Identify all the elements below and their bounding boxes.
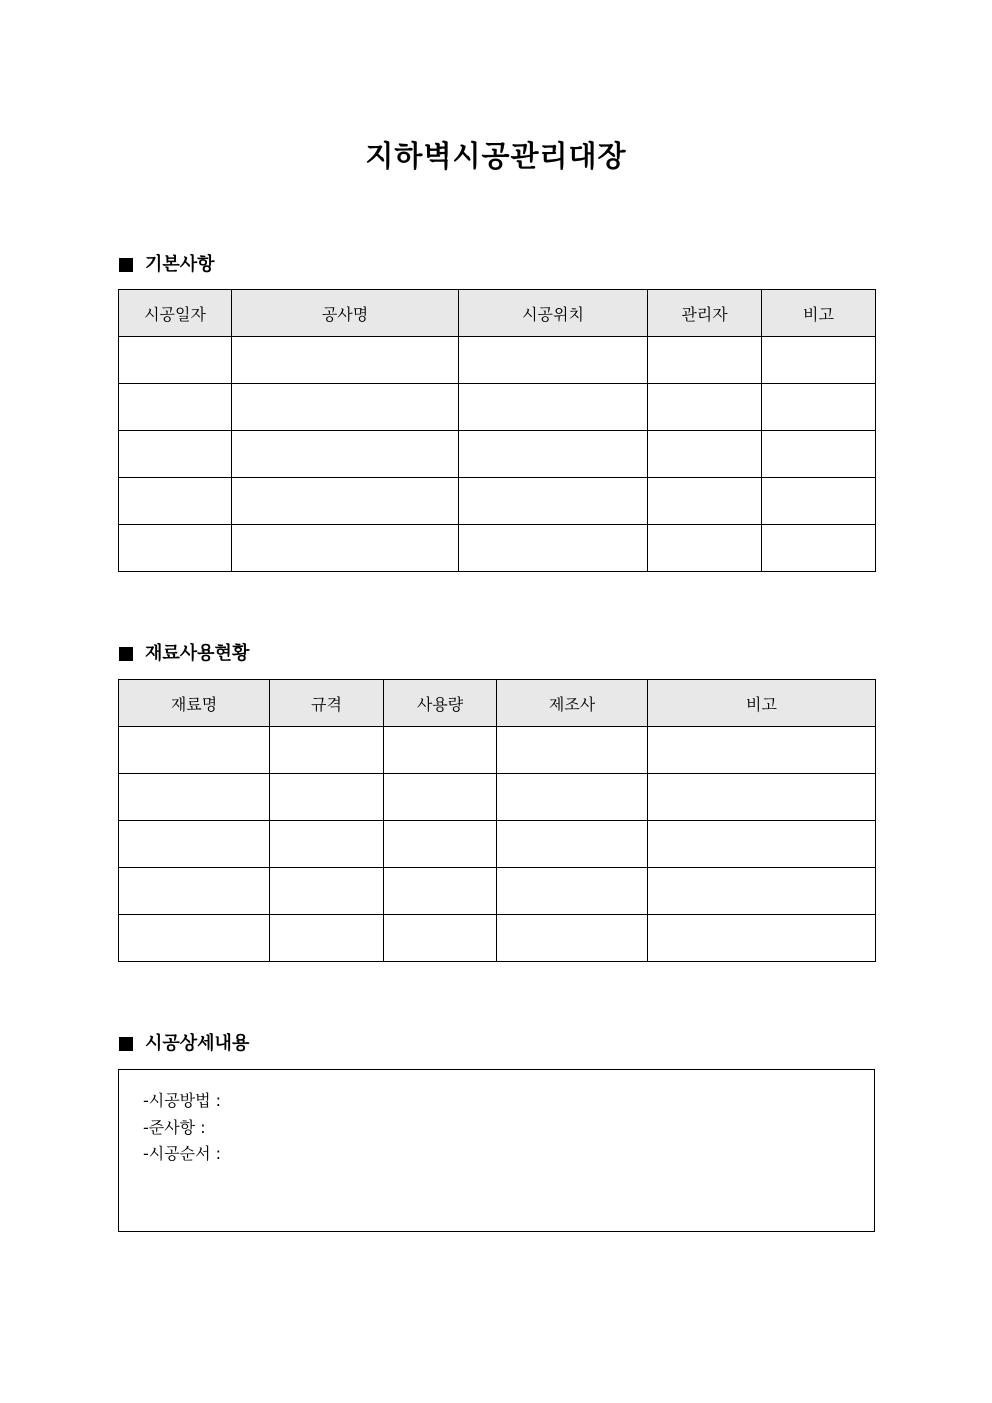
- table-cell[interactable]: [648, 431, 762, 478]
- table-cell[interactable]: [119, 337, 232, 384]
- table-cell[interactable]: [119, 727, 270, 774]
- table-cell[interactable]: [232, 478, 459, 525]
- table-cell[interactable]: [648, 821, 876, 868]
- section-heading-label: 기본사항: [145, 254, 215, 275]
- square-bullet-icon: [119, 1037, 133, 1051]
- table-cell[interactable]: [119, 868, 270, 915]
- table-cell[interactable]: [119, 821, 270, 868]
- column-header-location: 시공위치: [459, 290, 648, 337]
- square-bullet-icon: [119, 258, 133, 272]
- table-row: [119, 525, 876, 572]
- column-header-remarks: 비고: [648, 680, 876, 727]
- table-cell[interactable]: [648, 384, 762, 431]
- table-cell[interactable]: [119, 384, 232, 431]
- table-cell[interactable]: [497, 915, 648, 962]
- table-cell[interactable]: [270, 868, 384, 915]
- table-cell[interactable]: [648, 525, 762, 572]
- table-row: [119, 774, 876, 821]
- table-cell[interactable]: [119, 525, 232, 572]
- table-cell[interactable]: [270, 727, 384, 774]
- column-header-remarks: 비고: [762, 290, 876, 337]
- table-cell[interactable]: [762, 384, 876, 431]
- section-heading-label: 재료사용현황: [145, 643, 250, 664]
- table-cell[interactable]: [762, 431, 876, 478]
- column-header-spec: 규격: [270, 680, 384, 727]
- section-heading-detail: [119, 1032, 249, 1056]
- table-cell[interactable]: [384, 727, 497, 774]
- detail-line-precautions: -준사항 :: [143, 1117, 206, 1137]
- table-row: [119, 821, 876, 868]
- table-cell[interactable]: [762, 337, 876, 384]
- table-cell[interactable]: [497, 727, 648, 774]
- section-heading-basic: [119, 253, 215, 277]
- table-cell[interactable]: [232, 337, 459, 384]
- table-cell[interactable]: [119, 478, 232, 525]
- table-cell[interactable]: [459, 337, 648, 384]
- column-header-manager: 관리자: [648, 290, 762, 337]
- table-cell[interactable]: [270, 821, 384, 868]
- basic-info-table: [118, 289, 876, 572]
- table-cell[interactable]: [497, 868, 648, 915]
- table-cell[interactable]: [648, 727, 876, 774]
- table-cell[interactable]: [270, 774, 384, 821]
- table-cell[interactable]: [384, 774, 497, 821]
- table-header-row: [119, 290, 876, 337]
- table-cell[interactable]: [270, 915, 384, 962]
- detail-lines: [143, 1088, 221, 1168]
- table-cell[interactable]: [497, 821, 648, 868]
- table-row: [119, 478, 876, 525]
- table-cell[interactable]: [459, 525, 648, 572]
- table-row: [119, 727, 876, 774]
- table-row: [119, 337, 876, 384]
- table-cell[interactable]: [232, 525, 459, 572]
- column-header-material-name: 재료명: [119, 680, 270, 727]
- table-cell[interactable]: [119, 915, 270, 962]
- table-cell[interactable]: [384, 868, 497, 915]
- table-cell[interactable]: [648, 478, 762, 525]
- table-cell[interactable]: [648, 868, 876, 915]
- table-cell[interactable]: [648, 915, 876, 962]
- table-cell[interactable]: [232, 384, 459, 431]
- table-header-row: [119, 680, 876, 727]
- table-cell[interactable]: [648, 774, 876, 821]
- column-header-quantity: 사용량: [384, 680, 497, 727]
- page-title: 지하벽시공관리대장: [365, 139, 627, 173]
- table-cell[interactable]: [648, 337, 762, 384]
- table-row: [119, 915, 876, 962]
- column-header-project-name: 공사명: [232, 290, 459, 337]
- table-cell[interactable]: [459, 384, 648, 431]
- table-cell[interactable]: [459, 478, 648, 525]
- table-row: [119, 384, 876, 431]
- table-row: [119, 431, 876, 478]
- section-heading-material: [119, 642, 249, 666]
- table-cell[interactable]: [384, 915, 497, 962]
- table-cell[interactable]: [119, 774, 270, 821]
- column-header-date: 시공일자: [119, 290, 232, 337]
- detail-line-method: -시공방법 :: [143, 1091, 222, 1110]
- table-cell[interactable]: [762, 478, 876, 525]
- section-heading-label: 시공상세내용: [145, 1033, 250, 1054]
- table-cell[interactable]: [384, 821, 497, 868]
- table-cell[interactable]: [762, 525, 876, 572]
- table-cell[interactable]: [459, 431, 648, 478]
- table-cell[interactable]: [232, 431, 459, 478]
- detail-line-sequence: -시공순서 :: [143, 1144, 222, 1163]
- table-row: [119, 868, 876, 915]
- table-cell[interactable]: [497, 774, 648, 821]
- construction-detail-box[interactable]: [118, 1069, 875, 1232]
- column-header-manufacturer: 제조사: [497, 680, 648, 727]
- square-bullet-icon: [119, 647, 133, 661]
- material-usage-table: [118, 679, 876, 962]
- table-cell[interactable]: [119, 431, 232, 478]
